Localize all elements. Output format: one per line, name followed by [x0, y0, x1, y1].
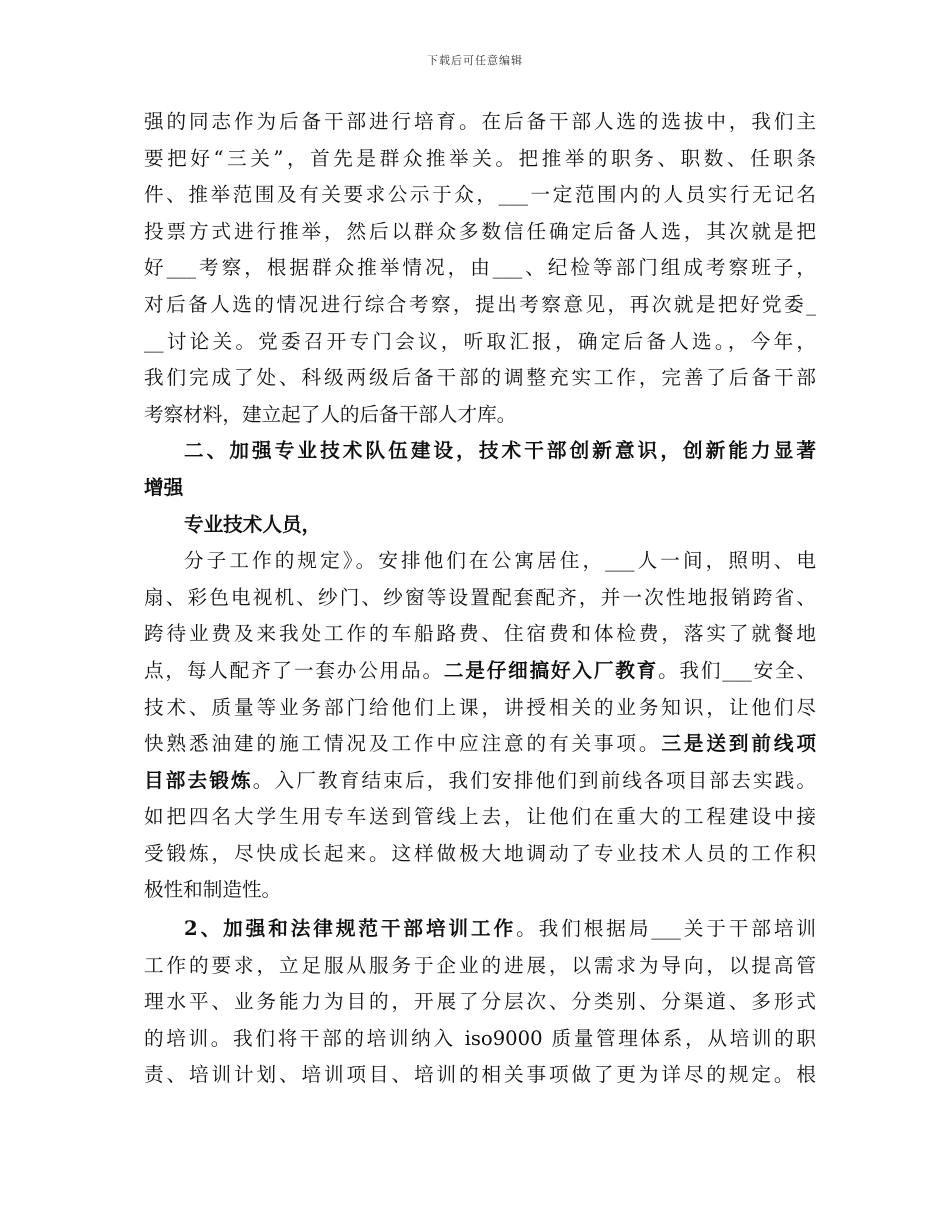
text-run: 点，每人配齐了一套办公用品。: [144, 658, 444, 682]
text-line: 考察材料，建立起了人的后备干部人才库。: [144, 402, 517, 426]
text-line: [144, 653, 816, 690]
text-line: 件、推举范围及有关要求公示于众，___一定范围内的人员实行无记名: [144, 183, 816, 207]
document-body: [144, 104, 816, 1094]
bold-run: 三是送到前线项: [661, 732, 817, 756]
text-line: 扇、彩色电视机、纱门、纱窗等设置配套配齐，并一次性地报销跨省、: [144, 585, 816, 609]
text-line: 如把四名大学生用专车送到管线上去，让他们在重大的工程建设中接: [144, 805, 816, 829]
text-line: [144, 726, 816, 763]
text-line: 跨待业费及来我处工作的车船路费、住宿费和体检费，落实了就餐地: [144, 622, 816, 646]
text-line: [144, 763, 816, 800]
text-line: 强的同志作为后备干部进行培育。在后备干部人选的选拔中，我们主: [144, 110, 816, 133]
text-line: 技术、质量等业务部门给他们上课，讲授相关的业务知识，让他们尽: [144, 695, 816, 719]
page-header: 下载后可任意编辑: [427, 54, 523, 67]
text-run: 。我们根据局___关于干部培训: [516, 917, 817, 941]
subheading: 专业技术人员，: [184, 512, 322, 536]
text-line: 我们完成了处、科级两级后备干部的调整充实工作，完善了后备干部: [144, 366, 816, 390]
bold-run: 目部去锻炼: [144, 768, 253, 792]
section-heading: 二、加强专业技术队伍建设，技术干部创新意识，创新能力显著: [184, 439, 816, 463]
text-line: 理水平、业务能力为目的，开展了分层次、分类别、分渠道、多形式: [144, 990, 816, 1014]
text-line: 好___考察，根据群众推举情况，由___、纪检等部门组成考察班子，: [144, 256, 816, 280]
text-line: 责、培训计划、培训项目、培训的相关事项做了更为详尽的规定。根: [144, 1063, 816, 1087]
text-line: 的培训。我们将干部的培训纳入 iso9000 质量管理体系，从培训的职: [144, 1026, 816, 1050]
text-line: 极性和制造性。: [144, 878, 282, 902]
text-run: 。我们___安全、: [658, 658, 817, 682]
text-line: 工作的要求，立足服从服务于企业的进展，以需求为导向，以提高管: [144, 953, 816, 977]
text-run: 快熟悉油建的施工情况及工作中应注意的有关事项。: [144, 732, 662, 756]
bold-run: 二是仔细搞好入厂教育: [443, 658, 659, 682]
text-line: [144, 911, 816, 948]
text-line: 分子工作的规定》。安排他们在公寓居住，___人一间，照明、电: [184, 549, 816, 573]
section-heading-cont: 增强: [144, 475, 184, 499]
text-line: 对后备人选的情况进行综合考察，提出考察意见，再次就是把好党委_: [144, 292, 816, 316]
bold-run: 2、加强和法律规范干部培训工作: [184, 917, 517, 941]
text-line: __讨论关。党委召开专门会议，听取汇报，确定后备人选。，今年，: [144, 329, 816, 353]
text-line: 投票方式进行推举，然后以群众多数信任确定后备人选，其次就是把: [144, 219, 816, 243]
text-line: 要把好“三关”，首先是群众推举关。把推举的职务、职数、任职条: [144, 146, 816, 170]
text-run: 。入厂教育结束后，我们安排他们到前线各项目部去实践。: [252, 768, 816, 792]
text-line: 受锻炼，尽快成长起来。这样做极大地调动了专业技术人员的工作积: [144, 841, 816, 865]
